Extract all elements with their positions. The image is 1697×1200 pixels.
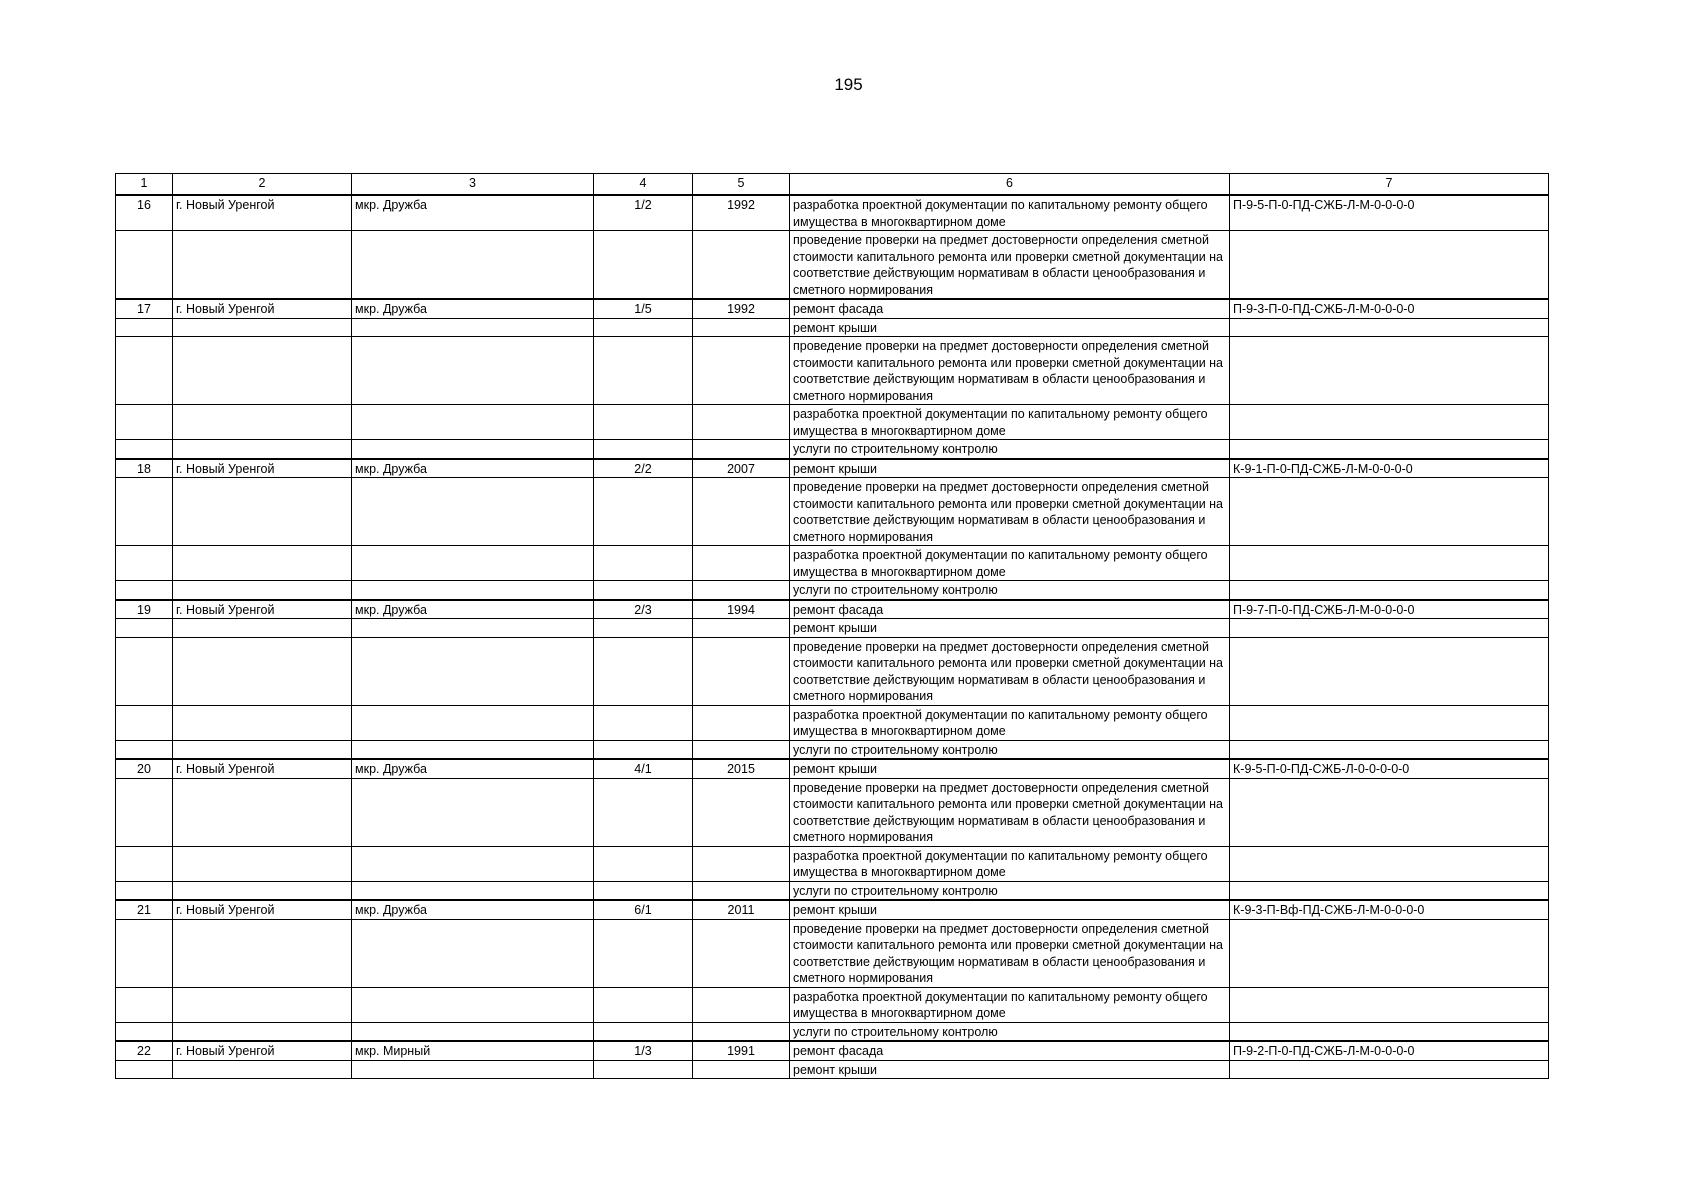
table-row xyxy=(116,195,1549,231)
house-cell xyxy=(594,881,693,900)
house-cell xyxy=(594,846,693,881)
year-cell xyxy=(693,740,790,759)
district-cell xyxy=(352,987,594,1022)
house-cell xyxy=(594,440,693,459)
year-cell xyxy=(693,478,790,546)
column-header: 6 xyxy=(790,174,1230,196)
table-row xyxy=(116,581,1549,600)
code-cell xyxy=(1230,881,1549,900)
table-row xyxy=(116,459,1549,478)
year-cell xyxy=(693,1060,790,1079)
house-cell: 6/1 xyxy=(594,900,693,919)
row-number xyxy=(116,231,173,300)
code-cell xyxy=(1230,440,1549,459)
year-cell: 1992 xyxy=(693,299,790,318)
district-cell xyxy=(352,637,594,705)
table-row xyxy=(116,637,1549,705)
house-cell xyxy=(594,405,693,440)
city-cell xyxy=(173,337,352,405)
district-cell xyxy=(352,337,594,405)
code-cell: П-9-7-П-0-ПД-СЖБ-Л-М-0-0-0-0 xyxy=(1230,600,1549,619)
year-cell xyxy=(693,619,790,638)
table-row xyxy=(116,740,1549,759)
district-cell xyxy=(352,1022,594,1041)
code-cell: П-9-2-П-0-ПД-СЖБ-Л-М-0-0-0-0 xyxy=(1230,1041,1549,1060)
code-cell: П-9-3-П-0-ПД-СЖБ-Л-М-0-0-0-0 xyxy=(1230,299,1549,318)
table-row xyxy=(116,919,1549,987)
row-number xyxy=(116,478,173,546)
work-cell: разработка проектной документации по капитальному ремонту общего имущества в многоквартирном доме xyxy=(790,705,1230,740)
city-cell xyxy=(173,440,352,459)
table-row xyxy=(116,299,1549,318)
code-cell: К-9-5-П-0-ПД-СЖБ-Л-0-0-0-0-0 xyxy=(1230,759,1549,778)
year-cell: 1991 xyxy=(693,1041,790,1060)
year-cell xyxy=(693,440,790,459)
table-row xyxy=(116,1022,1549,1041)
house-cell: 1/3 xyxy=(594,1041,693,1060)
city-cell xyxy=(173,705,352,740)
header-row xyxy=(116,174,1549,196)
row-number xyxy=(116,846,173,881)
district-cell: мкр. Дружба xyxy=(352,600,594,619)
district-cell xyxy=(352,231,594,300)
city-cell xyxy=(173,581,352,600)
year-cell xyxy=(693,405,790,440)
city-cell xyxy=(173,919,352,987)
row-number xyxy=(116,987,173,1022)
house-cell xyxy=(594,1060,693,1079)
row-number xyxy=(116,318,173,337)
row-number xyxy=(116,337,173,405)
row-number: 19 xyxy=(116,600,173,619)
table-row xyxy=(116,318,1549,337)
house-cell xyxy=(594,619,693,638)
year-cell xyxy=(693,705,790,740)
house-cell xyxy=(594,740,693,759)
table-row xyxy=(116,846,1549,881)
work-cell: разработка проектной документации по капитальному ремонту общего имущества в многоквартирном доме xyxy=(790,846,1230,881)
work-cell: проведение проверки на предмет достоверности определения сметной стоимости капитального ремонта или проверки сметной документации на соответствие действующим нормативам в области ценообразования и сметного нормирования xyxy=(790,231,1230,300)
district-cell xyxy=(352,405,594,440)
work-cell: услуги по строительному контролю xyxy=(790,881,1230,900)
work-cell: разработка проектной документации по капитальному ремонту общего имущества в многоквартирном доме xyxy=(790,987,1230,1022)
district-cell xyxy=(352,478,594,546)
code-cell xyxy=(1230,705,1549,740)
house-cell: 1/5 xyxy=(594,299,693,318)
year-cell xyxy=(693,778,790,846)
table-row xyxy=(116,337,1549,405)
table-row xyxy=(116,987,1549,1022)
work-cell: проведение проверки на предмет достоверности определения сметной стоимости капитального ремонта или проверки сметной документации на соответствие действующим нормативам в области ценообразования и сметного нормирования xyxy=(790,778,1230,846)
city-cell: г. Новый Уренгой xyxy=(173,759,352,778)
year-cell xyxy=(693,546,790,581)
code-cell xyxy=(1230,231,1549,300)
table-row xyxy=(116,546,1549,581)
row-number: 16 xyxy=(116,195,173,231)
row-number: 21 xyxy=(116,900,173,919)
city-cell xyxy=(173,881,352,900)
column-header: 2 xyxy=(173,174,352,196)
table-row xyxy=(116,900,1549,919)
code-cell xyxy=(1230,637,1549,705)
district-cell xyxy=(352,546,594,581)
house-cell xyxy=(594,637,693,705)
work-cell: услуги по строительному контролю xyxy=(790,1022,1230,1041)
column-header: 4 xyxy=(594,174,693,196)
city-cell xyxy=(173,619,352,638)
code-cell: К-9-1-П-0-ПД-СЖБ-Л-М-0-0-0-0 xyxy=(1230,459,1549,478)
work-cell: ремонт фасада xyxy=(790,1041,1230,1060)
city-cell xyxy=(173,231,352,300)
work-cell: ремонт крыши xyxy=(790,759,1230,778)
column-header: 1 xyxy=(116,174,173,196)
district-cell xyxy=(352,1060,594,1079)
city-cell: г. Новый Уренгой xyxy=(173,600,352,619)
year-cell xyxy=(693,1022,790,1041)
code-cell xyxy=(1230,546,1549,581)
table-row xyxy=(116,881,1549,900)
table-row xyxy=(116,778,1549,846)
work-cell: разработка проектной документации по капитальному ремонту общего имущества в многоквартирном доме xyxy=(790,405,1230,440)
column-header: 5 xyxy=(693,174,790,196)
city-cell xyxy=(173,546,352,581)
code-cell xyxy=(1230,405,1549,440)
year-cell xyxy=(693,581,790,600)
year-cell xyxy=(693,231,790,300)
code-cell xyxy=(1230,846,1549,881)
house-cell xyxy=(594,919,693,987)
district-cell xyxy=(352,846,594,881)
work-cell: ремонт крыши xyxy=(790,459,1230,478)
work-cell: проведение проверки на предмет достоверности определения сметной стоимости капитального ремонта или проверки сметной документации на соответствие действующим нормативам в области ценообразования и сметного нормирования xyxy=(790,919,1230,987)
table-row xyxy=(116,478,1549,546)
code-cell xyxy=(1230,318,1549,337)
district-cell xyxy=(352,619,594,638)
district-cell: мкр. Дружба xyxy=(352,195,594,231)
code-cell xyxy=(1230,478,1549,546)
table-row xyxy=(116,600,1549,619)
code-cell xyxy=(1230,619,1549,638)
city-cell: г. Новый Уренгой xyxy=(173,1041,352,1060)
row-number xyxy=(116,440,173,459)
row-number xyxy=(116,881,173,900)
row-number xyxy=(116,705,173,740)
year-cell xyxy=(693,987,790,1022)
year-cell: 2011 xyxy=(693,900,790,919)
table-row xyxy=(116,1041,1549,1060)
city-cell xyxy=(173,637,352,705)
row-number xyxy=(116,581,173,600)
row-number: 17 xyxy=(116,299,173,318)
work-cell: ремонт крыши xyxy=(790,900,1230,919)
year-cell xyxy=(693,919,790,987)
table-row xyxy=(116,1060,1549,1079)
row-number: 18 xyxy=(116,459,173,478)
city-cell xyxy=(173,405,352,440)
code-cell xyxy=(1230,581,1549,600)
city-cell xyxy=(173,740,352,759)
row-number: 22 xyxy=(116,1041,173,1060)
city-cell xyxy=(173,478,352,546)
district-cell: мкр. Дружба xyxy=(352,759,594,778)
district-cell xyxy=(352,881,594,900)
code-cell xyxy=(1230,778,1549,846)
year-cell: 2007 xyxy=(693,459,790,478)
city-cell: г. Новый Уренгой xyxy=(173,299,352,318)
house-cell xyxy=(594,337,693,405)
city-cell xyxy=(173,987,352,1022)
city-cell xyxy=(173,1022,352,1041)
row-number xyxy=(116,637,173,705)
table-row xyxy=(116,619,1549,638)
year-cell xyxy=(693,637,790,705)
house-cell xyxy=(594,987,693,1022)
city-cell xyxy=(173,318,352,337)
district-cell: мкр. Дружба xyxy=(352,299,594,318)
house-cell xyxy=(594,705,693,740)
house-cell: 1/2 xyxy=(594,195,693,231)
table-row xyxy=(116,759,1549,778)
work-cell: услуги по строительному контролю xyxy=(790,440,1230,459)
house-cell xyxy=(594,1022,693,1041)
house-cell: 2/3 xyxy=(594,600,693,619)
district-cell xyxy=(352,919,594,987)
work-cell: проведение проверки на предмет достоверности определения сметной стоимости капитального ремонта или проверки сметной документации на соответствие действующим нормативам в области ценообразования и сметного нормирования xyxy=(790,337,1230,405)
column-header: 3 xyxy=(352,174,594,196)
work-cell: услуги по строительному контролю xyxy=(790,581,1230,600)
year-cell: 1992 xyxy=(693,195,790,231)
column-header: 7 xyxy=(1230,174,1549,196)
house-cell xyxy=(594,778,693,846)
city-cell: г. Новый Уренгой xyxy=(173,195,352,231)
district-cell xyxy=(352,705,594,740)
work-cell: проведение проверки на предмет достоверности определения сметной стоимости капитального ремонта или проверки сметной документации на соответствие действующим нормативам в области ценообразования и сметного нормирования xyxy=(790,478,1230,546)
work-cell: проведение проверки на предмет достоверности определения сметной стоимости капитального ремонта или проверки сметной документации на соответствие действующим нормативам в области ценообразования и сметного нормирования xyxy=(790,637,1230,705)
row-number xyxy=(116,619,173,638)
work-cell: ремонт фасада xyxy=(790,299,1230,318)
work-cell: ремонт крыши xyxy=(790,619,1230,638)
district-cell xyxy=(352,740,594,759)
code-cell xyxy=(1230,1022,1549,1041)
year-cell xyxy=(693,881,790,900)
page-number: 195 xyxy=(834,75,863,94)
house-cell: 2/2 xyxy=(594,459,693,478)
code-cell xyxy=(1230,987,1549,1022)
row-number xyxy=(116,1060,173,1079)
city-cell xyxy=(173,846,352,881)
row-number xyxy=(116,1022,173,1041)
code-cell xyxy=(1230,1060,1549,1079)
house-cell xyxy=(594,546,693,581)
year-cell xyxy=(693,846,790,881)
table-row xyxy=(116,440,1549,459)
table-row xyxy=(116,405,1549,440)
row-number xyxy=(116,740,173,759)
house-cell: 4/1 xyxy=(594,759,693,778)
city-cell xyxy=(173,778,352,846)
district-cell xyxy=(352,318,594,337)
work-cell: услуги по строительному контролю xyxy=(790,740,1230,759)
code-cell xyxy=(1230,919,1549,987)
code-cell xyxy=(1230,740,1549,759)
house-cell xyxy=(594,231,693,300)
work-cell: ремонт крыши xyxy=(790,318,1230,337)
work-cell: ремонт крыши xyxy=(790,1060,1230,1079)
district-cell: мкр. Дружба xyxy=(352,900,594,919)
house-cell xyxy=(594,318,693,337)
year-cell xyxy=(693,337,790,405)
year-cell: 2015 xyxy=(693,759,790,778)
row-number xyxy=(116,405,173,440)
district-cell xyxy=(352,778,594,846)
work-cell: разработка проектной документации по капитальному ремонту общего имущества в многоквартирном доме xyxy=(790,546,1230,581)
code-cell: П-9-5-П-0-ПД-СЖБ-Л-М-0-0-0-0 xyxy=(1230,195,1549,231)
city-cell: г. Новый Уренгой xyxy=(173,900,352,919)
row-number xyxy=(116,546,173,581)
district-cell: мкр. Мирный xyxy=(352,1041,594,1060)
row-number: 20 xyxy=(116,759,173,778)
row-number xyxy=(116,919,173,987)
code-cell: К-9-3-П-Вф-ПД-СЖБ-Л-М-0-0-0-0 xyxy=(1230,900,1549,919)
year-cell xyxy=(693,318,790,337)
district-cell: мкр. Дружба xyxy=(352,459,594,478)
year-cell: 1994 xyxy=(693,600,790,619)
district-cell xyxy=(352,581,594,600)
table-row xyxy=(116,231,1549,300)
house-cell xyxy=(594,581,693,600)
district-cell xyxy=(352,440,594,459)
house-cell xyxy=(594,478,693,546)
table-row xyxy=(116,705,1549,740)
code-cell xyxy=(1230,337,1549,405)
work-cell: ремонт фасада xyxy=(790,600,1230,619)
register-table xyxy=(115,173,1549,1079)
work-cell: разработка проектной документации по капитальному ремонту общего имущества в многоквартирном доме xyxy=(790,195,1230,231)
row-number xyxy=(116,778,173,846)
city-cell xyxy=(173,1060,352,1079)
city-cell: г. Новый Уренгой xyxy=(173,459,352,478)
